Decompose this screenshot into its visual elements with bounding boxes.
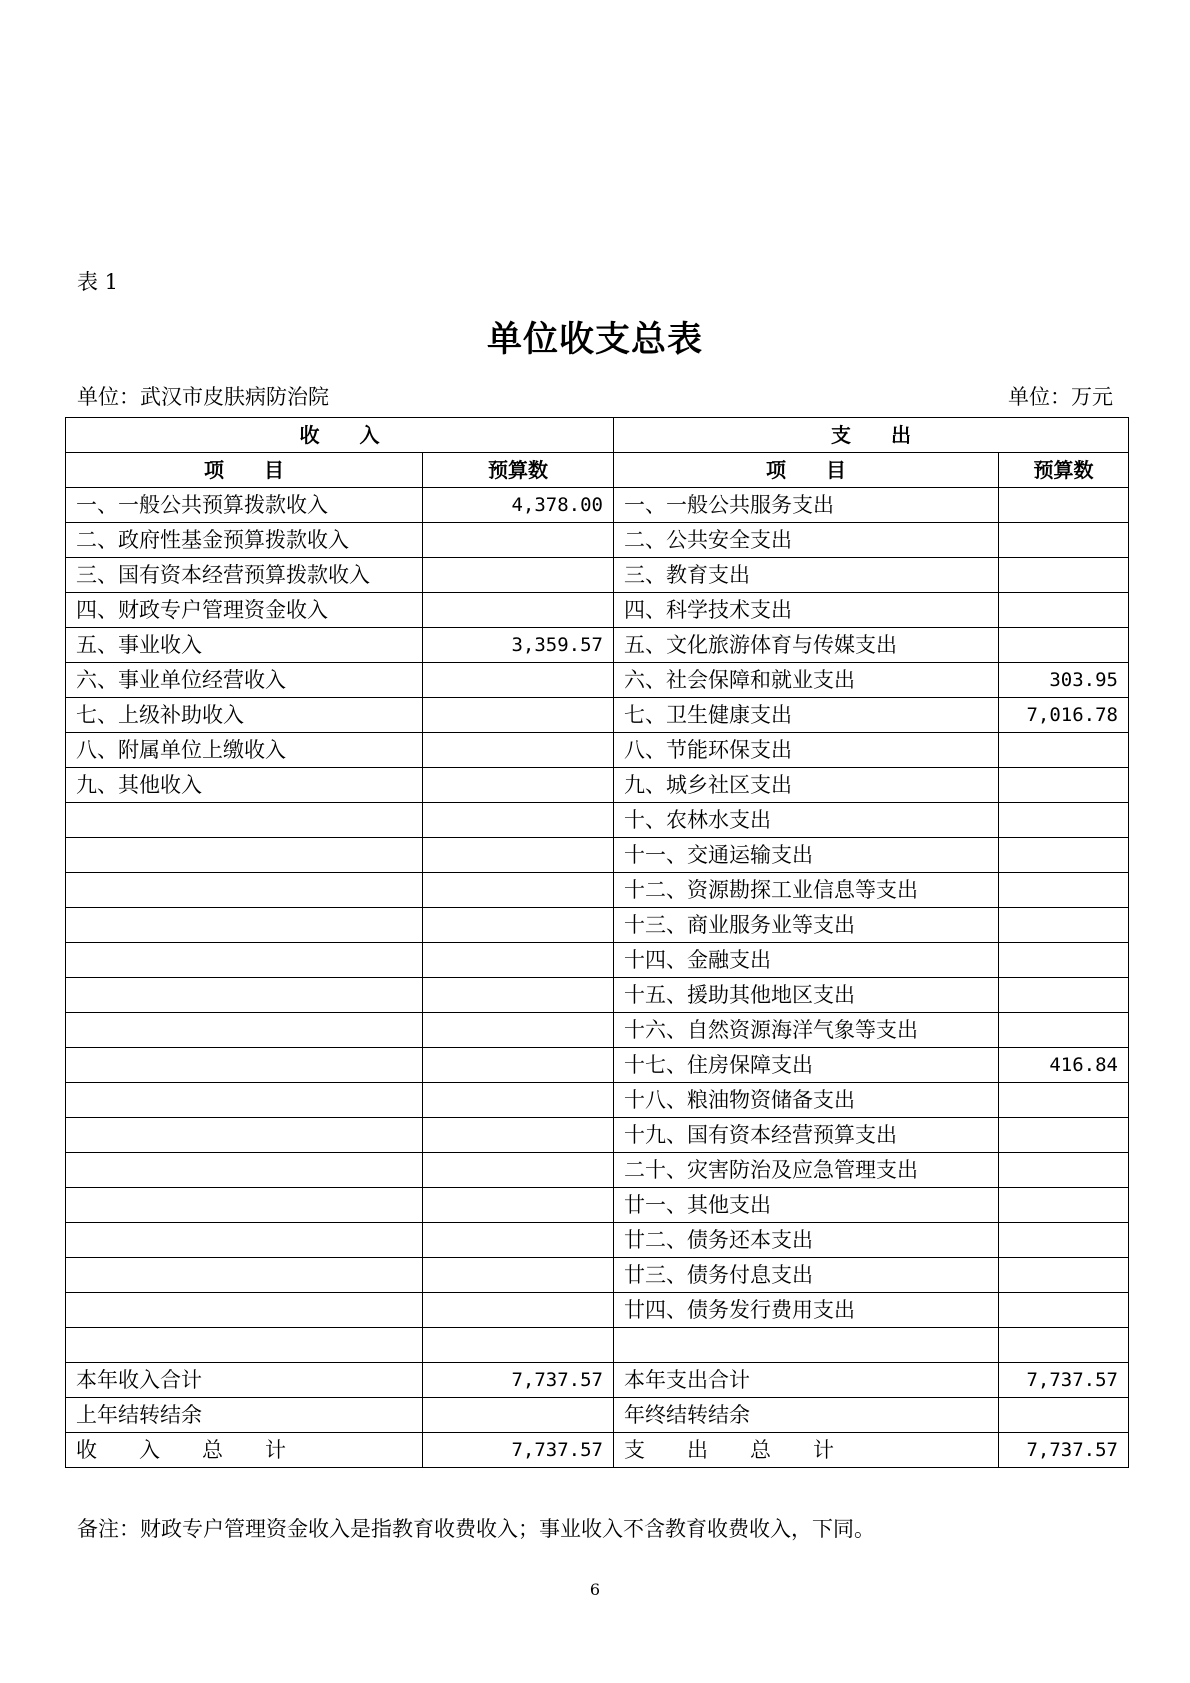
table-row: [66, 1083, 1129, 1118]
income-value-cell: [423, 1258, 614, 1293]
table-row: [66, 1153, 1129, 1188]
expense-value-cell: 7,737.57: [999, 1433, 1129, 1468]
expense-item-cell: 三、教育支出: [614, 558, 999, 593]
income-item-cell: [66, 1048, 423, 1083]
budget-table: [65, 417, 1129, 1468]
income-item-header: 项 目: [66, 453, 423, 488]
income-value-cell: 7,737.57: [423, 1433, 614, 1468]
unit-label: 单位：武汉市皮肤病防治院: [77, 385, 329, 409]
column-header-row: [66, 453, 1129, 488]
income-value-cell: [423, 1188, 614, 1223]
income-header: 收 入: [66, 418, 614, 453]
expense-item-cell: 十四、金融支出: [614, 943, 999, 978]
income-item-cell: [66, 908, 423, 943]
income-value-cell: [423, 698, 614, 733]
income-item-cell: 三、国有资本经营预算拨款收入: [66, 558, 423, 593]
expense-item-cell: 十二、资源勘探工业信息等支出: [614, 873, 999, 908]
table-row: [66, 1258, 1129, 1293]
expense-item-cell: 廿二、债务还本支出: [614, 1223, 999, 1258]
table-row: [66, 978, 1129, 1013]
table-row: [66, 838, 1129, 873]
table-row: [66, 1398, 1129, 1433]
income-item-cell: 九、其他收入: [66, 768, 423, 803]
income-value-cell: [423, 768, 614, 803]
expense-value-cell: [999, 908, 1129, 943]
expense-item-header: 项 目: [614, 453, 999, 488]
income-value-cell: [423, 978, 614, 1013]
expense-value-cell: [999, 1083, 1129, 1118]
income-item-cell: 本年收入合计: [66, 1363, 423, 1398]
table-row: [66, 593, 1129, 628]
income-value-cell: 3,359.57: [423, 628, 614, 663]
expense-item-cell: 九、城乡社区支出: [614, 768, 999, 803]
expense-value-cell: 416.84: [999, 1048, 1129, 1083]
expense-value-cell: [999, 943, 1129, 978]
table-row: [66, 628, 1129, 663]
expense-item-cell: 支 出 总 计: [614, 1433, 999, 1468]
expense-item-cell: 五、文化旅游体育与传媒支出: [614, 628, 999, 663]
income-budget-header: 预算数: [423, 453, 614, 488]
footnote: 备注：财政专户管理资金收入是指教育收费收入；事业收入不含教育收费收入，下同。: [77, 1517, 875, 1541]
expense-value-cell: [999, 978, 1129, 1013]
income-item-cell: [66, 943, 423, 978]
income-value-cell: [423, 523, 614, 558]
income-value-cell: [423, 1013, 614, 1048]
income-item-cell: [66, 873, 423, 908]
expense-item-cell: 十九、国有资本经营预算支出: [614, 1118, 999, 1153]
income-item-cell: [66, 1293, 423, 1328]
expense-value-cell: [999, 1013, 1129, 1048]
income-value-cell: [423, 733, 614, 768]
expense-value-cell: [999, 838, 1129, 873]
income-value-cell: [423, 1118, 614, 1153]
table-row: [66, 1118, 1129, 1153]
income-item-cell: 四、财政专户管理资金收入: [66, 593, 423, 628]
expense-item-cell: 二、公共安全支出: [614, 523, 999, 558]
income-item-cell: [66, 1013, 423, 1048]
expense-value-cell: [999, 768, 1129, 803]
table-row: [66, 1363, 1129, 1398]
expense-value-cell: [999, 1223, 1129, 1258]
expense-value-cell: [999, 1258, 1129, 1293]
expense-item-cell: 八、节能环保支出: [614, 733, 999, 768]
table-row: [66, 558, 1129, 593]
income-item-cell: [66, 1328, 423, 1363]
income-value-cell: [423, 663, 614, 698]
income-value-cell: [423, 838, 614, 873]
expense-item-cell: 二十、灾害防治及应急管理支出: [614, 1153, 999, 1188]
expense-item-cell: 十五、援助其他地区支出: [614, 978, 999, 1013]
expense-item-cell: 廿四、债务发行费用支出: [614, 1293, 999, 1328]
expense-item-cell: 本年支出合计: [614, 1363, 999, 1398]
table-row: [66, 663, 1129, 698]
income-item-cell: [66, 1188, 423, 1223]
table-row: [66, 943, 1129, 978]
income-value-cell: [423, 558, 614, 593]
expense-item-cell: 六、社会保障和就业支出: [614, 663, 999, 698]
expense-item-cell: [614, 1328, 999, 1363]
table-row: [66, 1293, 1129, 1328]
currency-label: 单位：万元: [1008, 385, 1113, 409]
expense-item-cell: 七、卫生健康支出: [614, 698, 999, 733]
table-row: [66, 488, 1129, 523]
income-value-cell: [423, 803, 614, 838]
expense-header: 支 出: [614, 418, 1129, 453]
page-title: 单位收支总表: [486, 320, 703, 360]
expense-value-cell: [999, 593, 1129, 628]
expense-value-cell: [999, 733, 1129, 768]
income-item-cell: [66, 838, 423, 873]
table-row: [66, 1328, 1129, 1363]
table-row: [66, 803, 1129, 838]
expense-item-cell: 一、一般公共服务支出: [614, 488, 999, 523]
income-item-cell: 六、事业单位经营收入: [66, 663, 423, 698]
expense-item-cell: 十八、粮油物资储备支出: [614, 1083, 999, 1118]
income-item-cell: 八、附属单位上缴收入: [66, 733, 423, 768]
expense-value-cell: [999, 1398, 1129, 1433]
income-value-cell: [423, 1153, 614, 1188]
expense-value-cell: [999, 1293, 1129, 1328]
table-row: [66, 908, 1129, 943]
expense-value-cell: [999, 628, 1129, 663]
expense-value-cell: [999, 1153, 1129, 1188]
expense-item-cell: 十六、自然资源海洋气象等支出: [614, 1013, 999, 1048]
income-item-cell: [66, 978, 423, 1013]
expense-value-cell: [999, 488, 1129, 523]
expense-value-cell: 7,737.57: [999, 1363, 1129, 1398]
income-item-cell: [66, 1083, 423, 1118]
income-item-cell: [66, 1258, 423, 1293]
income-value-cell: [423, 1398, 614, 1433]
income-value-cell: 4,378.00: [423, 488, 614, 523]
income-item-cell: 七、上级补助收入: [66, 698, 423, 733]
section-header-row: [66, 418, 1129, 453]
expense-value-cell: 7,016.78: [999, 698, 1129, 733]
expense-item-cell: 廿一、其他支出: [614, 1188, 999, 1223]
income-item-cell: [66, 1118, 423, 1153]
expense-item-cell: 四、科学技术支出: [614, 593, 999, 628]
income-item-cell: 上年结转结余: [66, 1398, 423, 1433]
income-value-cell: [423, 873, 614, 908]
table-row: [66, 733, 1129, 768]
expense-item-cell: 年终结转结余: [614, 1398, 999, 1433]
income-value-cell: [423, 593, 614, 628]
table-row: [66, 873, 1129, 908]
income-value-cell: [423, 908, 614, 943]
income-item-cell: [66, 1153, 423, 1188]
table-row: [66, 698, 1129, 733]
income-item-cell: 五、事业收入: [66, 628, 423, 663]
expense-budget-header: 预算数: [999, 453, 1129, 488]
page-number: 6: [589, 1580, 601, 1599]
expense-value-cell: [999, 523, 1129, 558]
income-value-cell: [423, 1223, 614, 1258]
expense-value-cell: [999, 873, 1129, 908]
expense-value-cell: [999, 1188, 1129, 1223]
income-value-cell: [423, 1293, 614, 1328]
table-row: [66, 1013, 1129, 1048]
income-item-cell: 二、政府性基金预算拨款收入: [66, 523, 423, 558]
table-row: [66, 1188, 1129, 1223]
expense-value-cell: [999, 803, 1129, 838]
table-row: [66, 768, 1129, 803]
table-row: [66, 1223, 1129, 1258]
expense-item-cell: 十三、商业服务业等支出: [614, 908, 999, 943]
income-item-cell: [66, 1223, 423, 1258]
table-row: [66, 1048, 1129, 1083]
table-label: 表 1: [77, 270, 119, 294]
table-row: [66, 523, 1129, 558]
income-item-cell: 一、一般公共预算拨款收入: [66, 488, 423, 523]
table-row: [66, 1433, 1129, 1468]
expense-value-cell: [999, 1328, 1129, 1363]
expense-item-cell: 十一、交通运输支出: [614, 838, 999, 873]
income-value-cell: 7,737.57: [423, 1363, 614, 1398]
income-value-cell: [423, 943, 614, 978]
income-value-cell: [423, 1328, 614, 1363]
expense-value-cell: 303.95: [999, 663, 1129, 698]
expense-item-cell: 十七、住房保障支出: [614, 1048, 999, 1083]
income-value-cell: [423, 1048, 614, 1083]
income-item-cell: [66, 803, 423, 838]
expense-item-cell: 廿三、债务付息支出: [614, 1258, 999, 1293]
expense-value-cell: [999, 558, 1129, 593]
expense-item-cell: 十、农林水支出: [614, 803, 999, 838]
expense-value-cell: [999, 1118, 1129, 1153]
income-value-cell: [423, 1083, 614, 1118]
income-item-cell: 收 入 总 计: [66, 1433, 423, 1468]
